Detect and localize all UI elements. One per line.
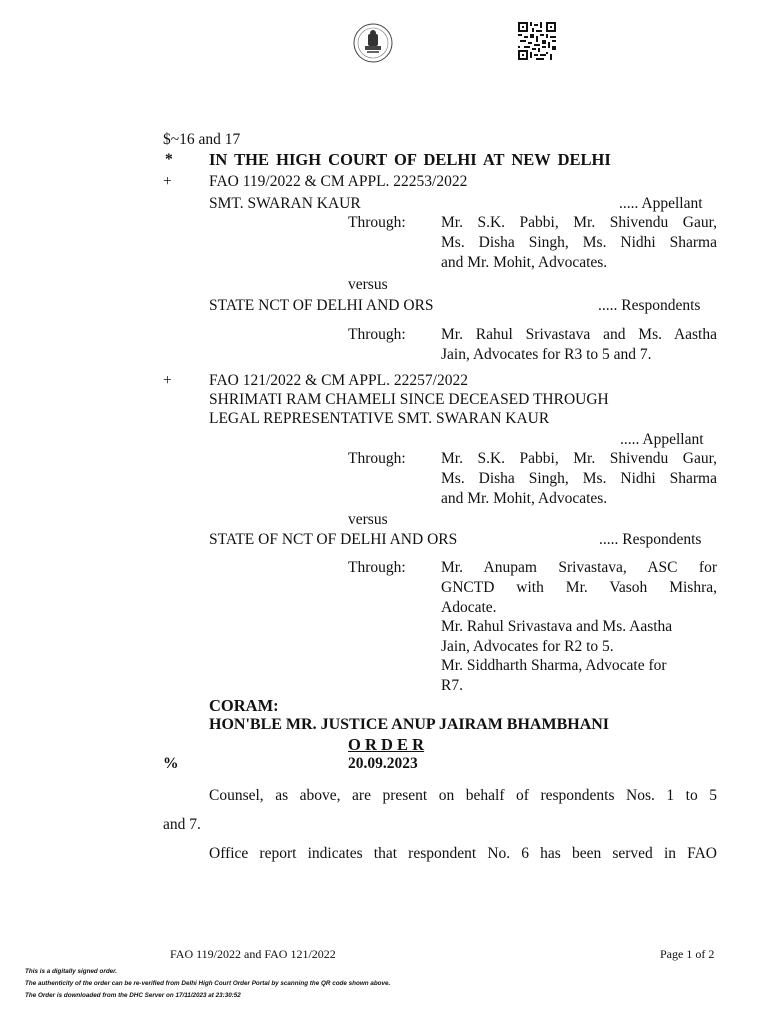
order-marker: %: [163, 755, 179, 772]
case2-marker: +: [163, 372, 172, 389]
case2-appellant-name: SHRIMATI RAM CHAMELI SINCE DECEASED THROUGH: [209, 391, 609, 408]
case2-appellant-counsel-line: Ms. Disha Singh, Ms. Nidhi Sharma: [441, 470, 717, 487]
digital-signature-note: This is a digitally signed order.: [25, 968, 118, 975]
case2-versus: versus: [348, 511, 388, 528]
download-note: The Order is downloaded from the DHC Server on 17/11/2023 at 23:30:52: [25, 992, 241, 999]
order-date: 20.09.2023: [348, 755, 418, 772]
case2-respondent-name: STATE OF NCT OF DELHI AND ORS: [209, 531, 458, 548]
case2-number: FAO 121/2022 & CM APPL. 22257/2022: [209, 372, 468, 389]
case2-respondent-counsel-line: Mr. Siddharth Sharma, Advocate for: [441, 657, 667, 674]
court-marker: *: [165, 151, 173, 168]
case1-through-label: Through:: [348, 214, 406, 231]
case2-respondent-counsel-line: R7.: [441, 677, 463, 694]
footer-case-ref: FAO 119/2022 and FAO 121/2022: [170, 947, 336, 961]
state-emblem-icon: [352, 22, 394, 64]
footer-page-number: Page 1 of 2: [660, 947, 715, 961]
authenticity-note: The authenticity of the order can be re-verified from Delhi High Court Order Portal by scanning the QR code shown above.: [25, 980, 391, 987]
order-heading: O R D E R: [348, 735, 425, 754]
coram-label: CORAM:: [209, 696, 279, 715]
case-series-line: $~16 and 17: [163, 131, 241, 148]
court-title: IN THE HIGH COURT OF DELHI AT NEW DELHI: [209, 150, 611, 169]
case2-appellant-counsel-line: Mr. S.K. Pabbi, Mr. Shivendu Gaur,: [441, 450, 717, 467]
case1-appellant-role: ..... Appellant: [619, 195, 703, 212]
case2-respondent-counsel-line: Mr. Rahul Srivastava and Ms. Aastha: [441, 618, 673, 635]
case1-versus: versus: [348, 276, 388, 293]
case2-appellant-name: LEGAL REPRESENTATIVE SMT. SWARAN KAUR: [209, 410, 550, 427]
case2-respondent-role: ..... Respondents: [599, 531, 702, 548]
case2-appellant-role: ..... Appellant: [620, 431, 704, 448]
case1-respondent-through-label: Through:: [348, 326, 406, 343]
case1-appellant-counsel-line: Mr. S.K. Pabbi, Mr. Shivendu Gaur,: [441, 214, 717, 231]
case1-appellant-counsel-line: Ms. Disha Singh, Ms. Nidhi Sharma: [441, 234, 717, 251]
qr-code-icon: [518, 22, 556, 60]
case1-marker: +: [163, 173, 172, 190]
case2-respondent-counsel-line: Mr. Anupam Srivastava, ASC for: [441, 559, 717, 576]
case2-through-label: Through:: [348, 450, 406, 467]
case1-respondent-name: STATE NCT OF DELHI AND ORS: [209, 297, 434, 314]
order-paragraph-line: and 7.: [163, 816, 201, 833]
case1-appellant-name: SMT. SWARAN KAUR: [209, 195, 361, 212]
case1-respondent-role: ..... Respondents: [598, 297, 701, 314]
case1-number: FAO 119/2022 & CM APPL. 22253/2022: [209, 173, 468, 190]
order-paragraph-line: Office report indicates that respondent No. 6 has been served in FAO: [209, 845, 717, 862]
case2-respondent-counsel-line: Adocate.: [441, 599, 497, 616]
case1-respondent-counsel-line: Jain, Advocates for R3 to 5 and 7.: [441, 346, 652, 363]
order-paragraph-line: Counsel, as above, are present on behalf of respondents Nos. 1 to 5: [209, 787, 717, 804]
case2-respondent-counsel-line: Jain, Advocates for R2 to 5.: [441, 638, 614, 655]
case1-respondent-counsel-line: Mr. Rahul Srivastava and Ms. Aastha: [441, 326, 717, 343]
case2-respondent-counsel-line: GNCTD with Mr. Vasoh Mishra,: [441, 579, 717, 596]
case2-appellant-counsel-line: and Mr. Mohit, Advocates.: [441, 490, 608, 507]
case1-appellant-counsel-line: and Mr. Mohit, Advocates.: [441, 254, 608, 271]
coram-judge: HON'BLE MR. JUSTICE ANUP JAIRAM BHAMBHANI: [209, 716, 610, 733]
case2-respondent-through-label: Through:: [348, 559, 406, 576]
